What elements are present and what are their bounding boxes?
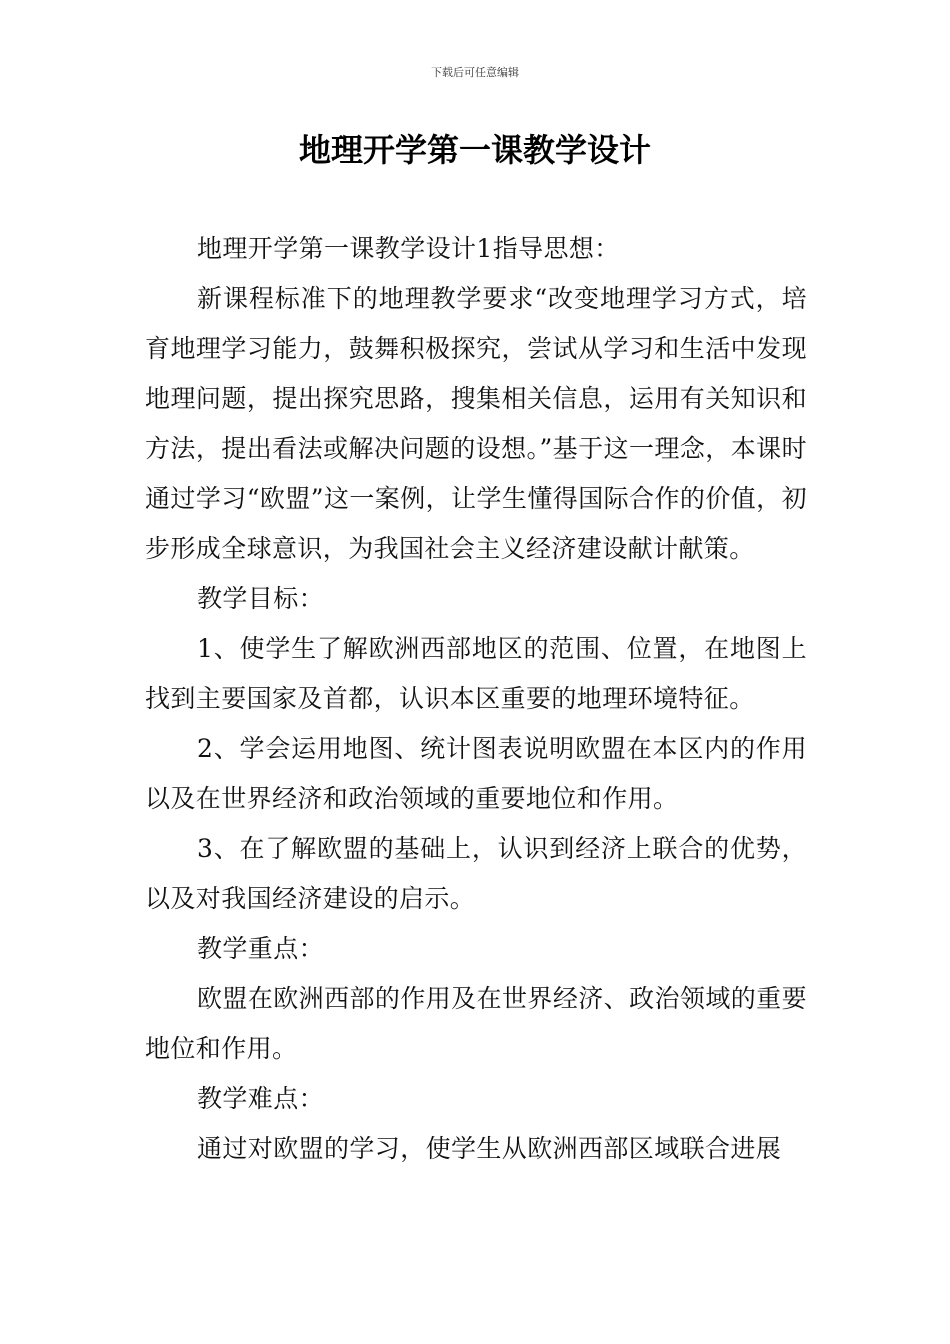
paragraph-difficulties: 通过对欧盟的学习，使学生从欧洲西部区域联合进展: [197, 1134, 782, 1163]
paragraph-objectives-heading: 教学目标：: [197, 584, 325, 613]
paragraph-objective-2: 2、学会运用地图、统计图表说明欧盟在本区内的作用以及在世界经济和政治领域的重要地位和作用。: [145, 734, 807, 813]
header-note: 下载后可任意编辑: [431, 66, 519, 79]
paragraph-key-points: 欧盟在欧洲西部的作用及在世界经济、政治领域的重要地位和作用。: [145, 984, 807, 1063]
document-title: 地理开学第一课教学设计: [298, 131, 651, 169]
paragraph-objective-3: 3、在了解欧盟的基础上，认识到经济上联合的优势，以及对我国经济建设的启示。: [145, 834, 807, 913]
paragraph-difficulties-heading: 教学难点：: [197, 1084, 325, 1113]
paragraph-key-points-heading: 教学重点：: [197, 934, 325, 963]
paragraph-objective-1: 1、使学生了解欧洲西部地区的范围、位置，在地图上找到主要国家及首都，认识本区重要的地理环境特征。: [145, 634, 807, 713]
document-body: [145, 224, 807, 1174]
paragraph-guiding-thought: 新课程标准下的地理教学要求“改变地理学习方式，培育地理学习能力，鼓舞积极探究，尝试从学习和生活中发现地理问题，提出探究思路，搜集相关信息，运用有关知识和方法，提出看法或解决问题的设想。”基于这一理念，本课时通过学习“欧盟”这一案例，让学生懂得国际合作的价值，初步形成全球意识，为我国社会主义经济建设献计献策。: [145, 284, 807, 563]
paragraph-guiding-thought-heading: 地理开学第一课教学设计1指导思想：: [197, 234, 620, 263]
